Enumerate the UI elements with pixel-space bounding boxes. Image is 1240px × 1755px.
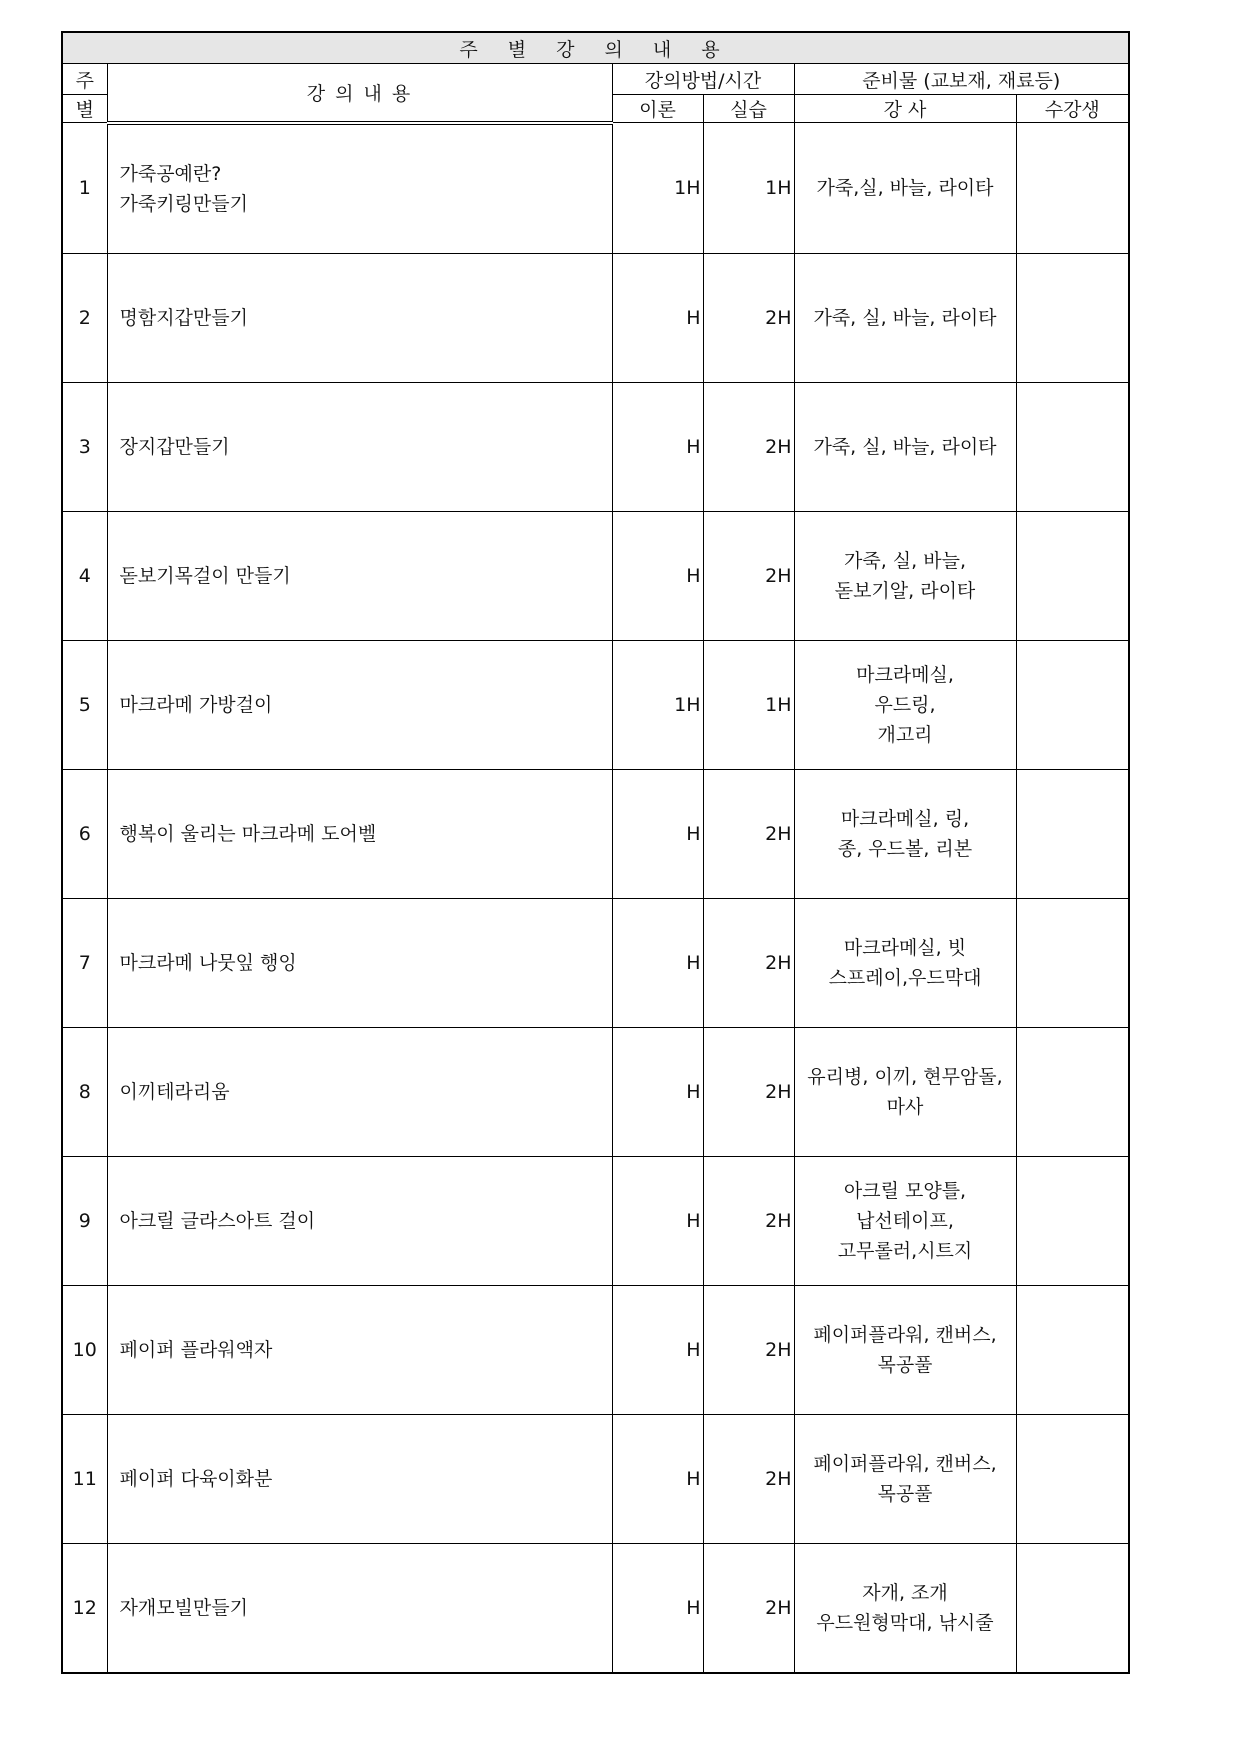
- content-line: 마크라메 나뭇잎 행잉: [119, 951, 297, 974]
- title-row: [62, 32, 1129, 64]
- content-cell: [107, 1414, 612, 1543]
- material-line: 납선테이프,: [856, 1209, 954, 1232]
- practice-hours-cell: 1H: [703, 123, 794, 254]
- theory-hours-cell: H: [612, 253, 703, 382]
- week-cell: 3: [62, 382, 107, 511]
- content-cell: [107, 253, 612, 382]
- content-line: 가죽키링만들기: [119, 192, 248, 215]
- practice-hours-cell: 2H: [703, 382, 794, 511]
- table-row: [62, 1285, 1129, 1414]
- week-cell: 5: [62, 640, 107, 769]
- table-title: 주 별 강 의 내 용: [62, 32, 1129, 64]
- practice-hours-cell: 2H: [703, 898, 794, 1027]
- instructor-materials-cell: [794, 1414, 1016, 1543]
- student-materials-cell: [1016, 123, 1129, 254]
- material-line: 마사: [886, 1095, 924, 1118]
- material-line: 가죽, 실, 바늘,: [844, 549, 966, 572]
- material-line: 개고리: [877, 723, 933, 746]
- practice-hours-cell: 2H: [703, 769, 794, 898]
- student-materials-cell: [1016, 1156, 1129, 1285]
- instructor-materials-cell: [794, 1543, 1016, 1673]
- header-materials-group: 준비물 (교보재, 재료등): [794, 64, 1129, 95]
- content-line: 마크라메 가방걸이: [119, 693, 273, 716]
- student-materials-cell: [1016, 382, 1129, 511]
- table-row: [62, 511, 1129, 640]
- student-materials-cell: [1016, 511, 1129, 640]
- instructor-materials-cell: [794, 123, 1016, 254]
- practice-hours-cell: 2H: [703, 1414, 794, 1543]
- student-materials-cell: [1016, 1285, 1129, 1414]
- material-line: 페이퍼플라워, 캔버스,: [813, 1323, 997, 1346]
- table-row: [62, 382, 1129, 511]
- material-line: 아크릴 모양틀,: [843, 1179, 967, 1202]
- week-cell: 11: [62, 1414, 107, 1543]
- table-row: [62, 640, 1129, 769]
- table-row: [62, 1027, 1129, 1156]
- practice-hours-cell: 2H: [703, 1285, 794, 1414]
- content-cell: [107, 1156, 612, 1285]
- theory-hours-cell: H: [612, 382, 703, 511]
- practice-hours-cell: 2H: [703, 253, 794, 382]
- header-week-bottom: 별: [62, 95, 107, 123]
- practice-hours-cell: 2H: [703, 511, 794, 640]
- content-cell: [107, 898, 612, 1027]
- content-cell: [107, 511, 612, 640]
- table-row: [62, 123, 1129, 254]
- content-line: 페이퍼 플라워액자: [119, 1338, 273, 1361]
- content-cell: [107, 769, 612, 898]
- header-theory: 이론: [612, 95, 703, 123]
- content-line: 이끼테라리움: [119, 1080, 230, 1103]
- content-line: 가죽공예란?: [119, 162, 222, 185]
- content-line: 페이퍼 다육이화분: [119, 1467, 273, 1490]
- content-cell: [107, 382, 612, 511]
- header-content: 강 의 내 용: [107, 64, 612, 123]
- material-line: 페이퍼플라워, 캔버스,: [813, 1452, 997, 1475]
- week-cell: 10: [62, 1285, 107, 1414]
- content-line: 장지갑만들기: [119, 435, 230, 458]
- material-line: 가죽, 실, 바늘, 라이타: [813, 435, 997, 458]
- content-cell: [107, 1543, 612, 1673]
- theory-hours-cell: H: [612, 511, 703, 640]
- student-materials-cell: [1016, 1414, 1129, 1543]
- header-instructor: 강 사: [794, 95, 1016, 123]
- theory-hours-cell: H: [612, 1027, 703, 1156]
- practice-hours-cell: 2H: [703, 1156, 794, 1285]
- header-practice: 실습: [703, 95, 794, 123]
- student-materials-cell: [1016, 769, 1129, 898]
- header-student: 수강생: [1016, 95, 1129, 123]
- table-row: [62, 1414, 1129, 1543]
- weekly-schedule-table: [61, 31, 1130, 1674]
- header-method-group: 강의방법/시간: [612, 64, 794, 95]
- header-week-top: 주: [62, 64, 107, 95]
- instructor-materials-cell: [794, 1285, 1016, 1414]
- material-line: 우드원형막대, 낚시줄: [816, 1611, 994, 1634]
- content-cell: [107, 123, 612, 254]
- content-line: 아크릴 글라스아트 걸이: [119, 1209, 316, 1232]
- table-row: [62, 769, 1129, 898]
- week-cell: 4: [62, 511, 107, 640]
- theory-hours-cell: H: [612, 769, 703, 898]
- theory-hours-cell: H: [612, 1156, 703, 1285]
- practice-hours-cell: 2H: [703, 1543, 794, 1673]
- material-line: 스프레이,우드막대: [828, 966, 982, 989]
- material-line: 목공풀: [877, 1482, 933, 1505]
- instructor-materials-cell: [794, 769, 1016, 898]
- content-cell: [107, 1027, 612, 1156]
- table-row: [62, 1156, 1129, 1285]
- week-cell: 9: [62, 1156, 107, 1285]
- instructor-materials-cell: [794, 1156, 1016, 1285]
- instructor-materials-cell: [794, 382, 1016, 511]
- student-materials-cell: [1016, 1543, 1129, 1673]
- theory-hours-cell: H: [612, 1543, 703, 1673]
- instructor-materials-cell: [794, 898, 1016, 1027]
- material-line: 목공풀: [877, 1353, 933, 1376]
- theory-hours-cell: H: [612, 1414, 703, 1543]
- instructor-materials-cell: [794, 253, 1016, 382]
- week-cell: 6: [62, 769, 107, 898]
- material-line: 가죽, 실, 바늘, 라이타: [813, 306, 997, 329]
- student-materials-cell: [1016, 253, 1129, 382]
- material-line: 돋보기알, 라이타: [834, 579, 976, 602]
- theory-hours-cell: H: [612, 1285, 703, 1414]
- student-materials-cell: [1016, 640, 1129, 769]
- material-line: 종, 우드볼, 리본: [837, 837, 973, 860]
- week-cell: 8: [62, 1027, 107, 1156]
- instructor-materials-cell: [794, 640, 1016, 769]
- student-materials-cell: [1016, 1027, 1129, 1156]
- material-line: 자개, 조개: [862, 1581, 948, 1604]
- theory-hours-cell: 1H: [612, 123, 703, 254]
- week-cell: 1: [62, 123, 107, 254]
- material-line: 마크라메실,: [856, 663, 954, 686]
- theory-hours-cell: 1H: [612, 640, 703, 769]
- week-cell: 7: [62, 898, 107, 1027]
- material-line: 우드링,: [874, 693, 936, 716]
- practice-hours-cell: 2H: [703, 1027, 794, 1156]
- content-line: 행복이 울리는 마크라메 도어벨: [119, 822, 377, 845]
- table-row: [62, 898, 1129, 1027]
- material-line: 고무롤러,시트지: [837, 1239, 973, 1262]
- table-row: [62, 1543, 1129, 1673]
- material-line: 마크라메실, 빗: [843, 936, 967, 959]
- table-row: [62, 253, 1129, 382]
- content-cell: [107, 640, 612, 769]
- content-line: 명함지갑만들기: [119, 306, 248, 329]
- material-line: 마크라메실, 링,: [840, 807, 970, 830]
- content-line: 돋보기목걸이 만들기: [119, 564, 291, 587]
- content-line: 자개모빌만들기: [119, 1596, 248, 1619]
- material-line: 유리병, 이끼, 현무암돌,: [807, 1065, 1003, 1088]
- theory-hours-cell: H: [612, 898, 703, 1027]
- header-row-top: [62, 64, 1129, 95]
- content-cell: [107, 1285, 612, 1414]
- week-cell: 12: [62, 1543, 107, 1673]
- material-line: 가죽,실, 바늘, 라이타: [816, 176, 994, 199]
- practice-hours-cell: 1H: [703, 640, 794, 769]
- week-cell: 2: [62, 253, 107, 382]
- instructor-materials-cell: [794, 511, 1016, 640]
- student-materials-cell: [1016, 898, 1129, 1027]
- instructor-materials-cell: [794, 1027, 1016, 1156]
